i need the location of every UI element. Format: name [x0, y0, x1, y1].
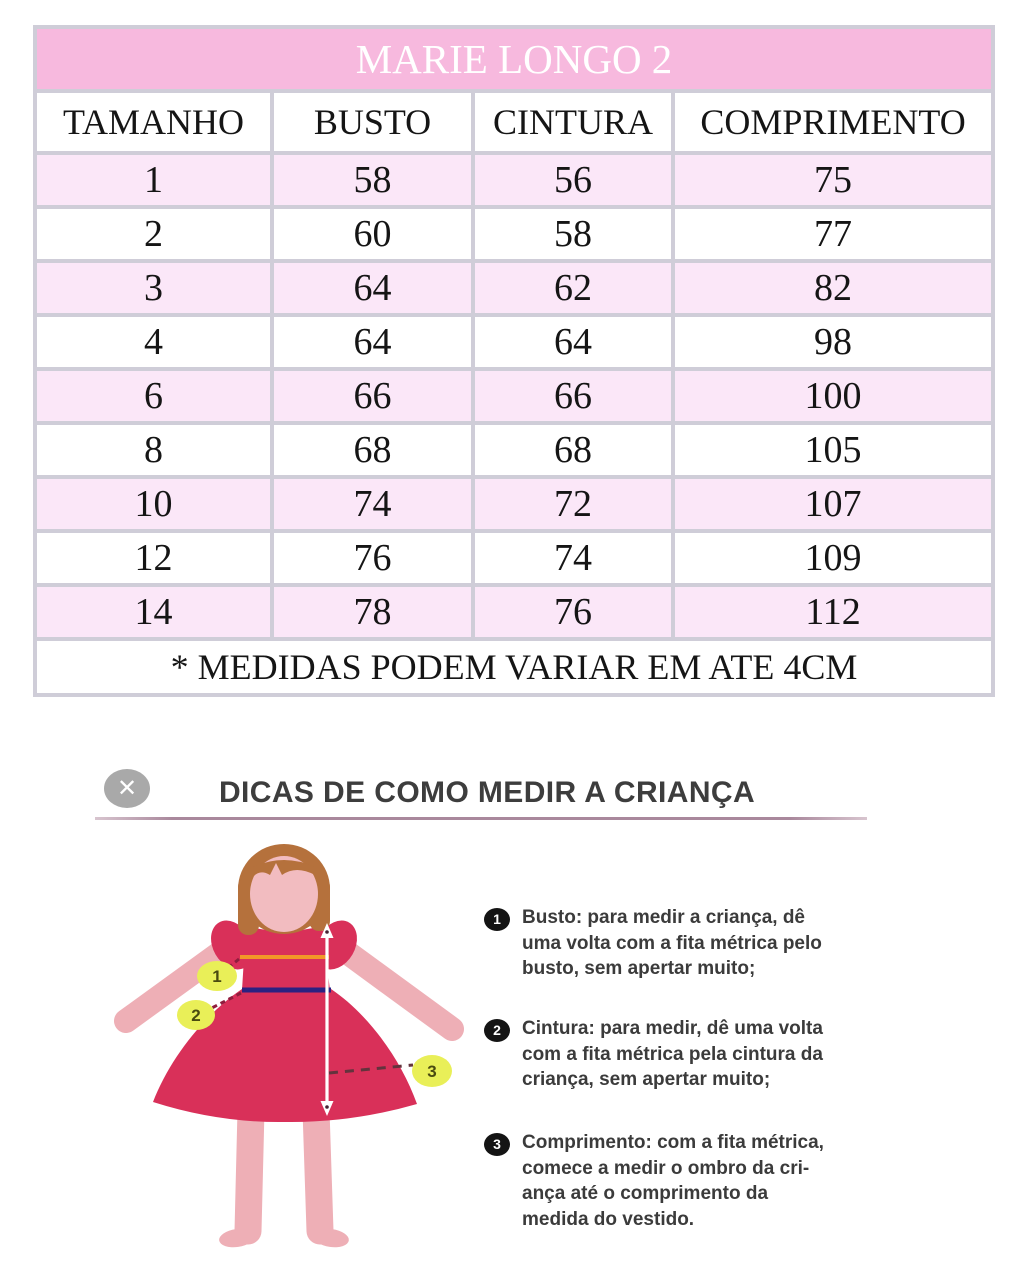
tip-busto — [484, 905, 904, 982]
column-header-busto: BUSTO — [272, 91, 473, 153]
cell-waist: 68 — [473, 423, 673, 477]
tip-line: criança, sem apertar muito; — [522, 1069, 771, 1090]
tip-text — [522, 905, 822, 982]
cell-length: 77 — [673, 207, 993, 261]
left-leg — [248, 1110, 251, 1231]
cell-length: 112 — [673, 585, 993, 639]
cell-waist: 76 — [473, 585, 673, 639]
cell-waist: 56 — [473, 153, 673, 207]
table-row — [35, 369, 993, 423]
cell-size: 3 — [35, 261, 272, 315]
size-chart-table — [33, 25, 995, 697]
table-row — [35, 153, 993, 207]
column-header-tamanho: TAMANHO — [35, 91, 272, 153]
tip-number-badge: 3 — [484, 1133, 510, 1156]
table-title-row — [35, 27, 993, 91]
table-row — [35, 315, 993, 369]
cell-bust: 68 — [272, 423, 473, 477]
cell-size: 4 — [35, 315, 272, 369]
cell-length: 105 — [673, 423, 993, 477]
cell-waist: 72 — [473, 477, 673, 531]
cell-length: 98 — [673, 315, 993, 369]
cell-length: 107 — [673, 477, 993, 531]
cell-size: 8 — [35, 423, 272, 477]
table-row — [35, 423, 993, 477]
cell-bust: 66 — [272, 369, 473, 423]
right-leg — [316, 1110, 320, 1231]
waist-label-number: 2 — [191, 1006, 201, 1025]
tip-line: Cintura: para medir, dê uma volta — [522, 1018, 823, 1039]
cell-length: 100 — [673, 369, 993, 423]
table-row — [35, 477, 993, 531]
bust-label-number: 1 — [212, 967, 222, 986]
cell-waist: 62 — [473, 261, 673, 315]
length-label-number: 3 — [427, 1062, 437, 1081]
arrow-tip-dot-top — [325, 930, 329, 934]
close-icon: ✕ — [116, 775, 138, 802]
tip-line: Busto: para medir a criança, dê — [522, 907, 805, 928]
table-header-row — [35, 91, 993, 153]
tip-text — [522, 1016, 823, 1093]
cell-waist: 66 — [473, 369, 673, 423]
table-row — [35, 261, 993, 315]
cell-size: 14 — [35, 585, 272, 639]
guide-divider — [95, 817, 867, 820]
table-row — [35, 531, 993, 585]
cell-bust: 78 — [272, 585, 473, 639]
table-row — [35, 207, 993, 261]
table-row — [35, 585, 993, 639]
chart-title: MARIE LONGO 2 — [35, 27, 993, 91]
tip-line: uma volta com a fita métrica pelo — [522, 932, 822, 954]
cell-size: 1 — [35, 153, 272, 207]
tip-line: com a fita métrica pela cintura da — [522, 1043, 823, 1065]
cell-waist: 74 — [473, 531, 673, 585]
cell-bust: 64 — [272, 315, 473, 369]
girl-figure-illustration — [110, 835, 480, 1280]
cell-bust: 64 — [272, 261, 473, 315]
cell-size: 2 — [35, 207, 272, 261]
cell-length: 109 — [673, 531, 993, 585]
cell-waist: 58 — [473, 207, 673, 261]
tip-line: Comprimento: com a fita métrica, — [522, 1132, 824, 1153]
measurement-disclaimer: * MEDIDAS PODEM VARIAR EM ATE 4CM — [35, 639, 993, 695]
cell-bust: 76 — [272, 531, 473, 585]
cell-bust: 60 — [272, 207, 473, 261]
cell-bust: 74 — [272, 477, 473, 531]
cell-length: 75 — [673, 153, 993, 207]
cell-size: 10 — [35, 477, 272, 531]
cell-length: 82 — [673, 261, 993, 315]
tip-line: ança até o comprimento da — [522, 1183, 769, 1204]
cell-size: 6 — [35, 369, 272, 423]
guide-title: DICAS DE COMO MEDIR A CRIANÇA — [218, 776, 756, 809]
tip-number-badge: 1 — [484, 908, 510, 931]
tip-comprimento — [484, 1130, 904, 1232]
column-header-comprimento: COMPRIMENTO — [673, 91, 993, 153]
tip-line: comece a medir o ombro da cri- — [522, 1157, 810, 1179]
tip-line: busto, sem apertar muito; — [522, 958, 756, 979]
measuring-diagram — [110, 835, 480, 1280]
tip-number-badge: 2 — [484, 1019, 510, 1042]
tip-cintura — [484, 1016, 904, 1093]
tip-line: medida do vestido. — [522, 1208, 695, 1230]
cell-size: 12 — [35, 531, 272, 585]
cell-waist: 64 — [473, 315, 673, 369]
tip-text — [522, 1130, 824, 1232]
cell-bust: 58 — [272, 153, 473, 207]
arrow-tip-dot-bottom — [325, 1105, 329, 1109]
column-header-cintura: CINTURA — [473, 91, 673, 153]
table-footnote-row — [35, 639, 993, 695]
